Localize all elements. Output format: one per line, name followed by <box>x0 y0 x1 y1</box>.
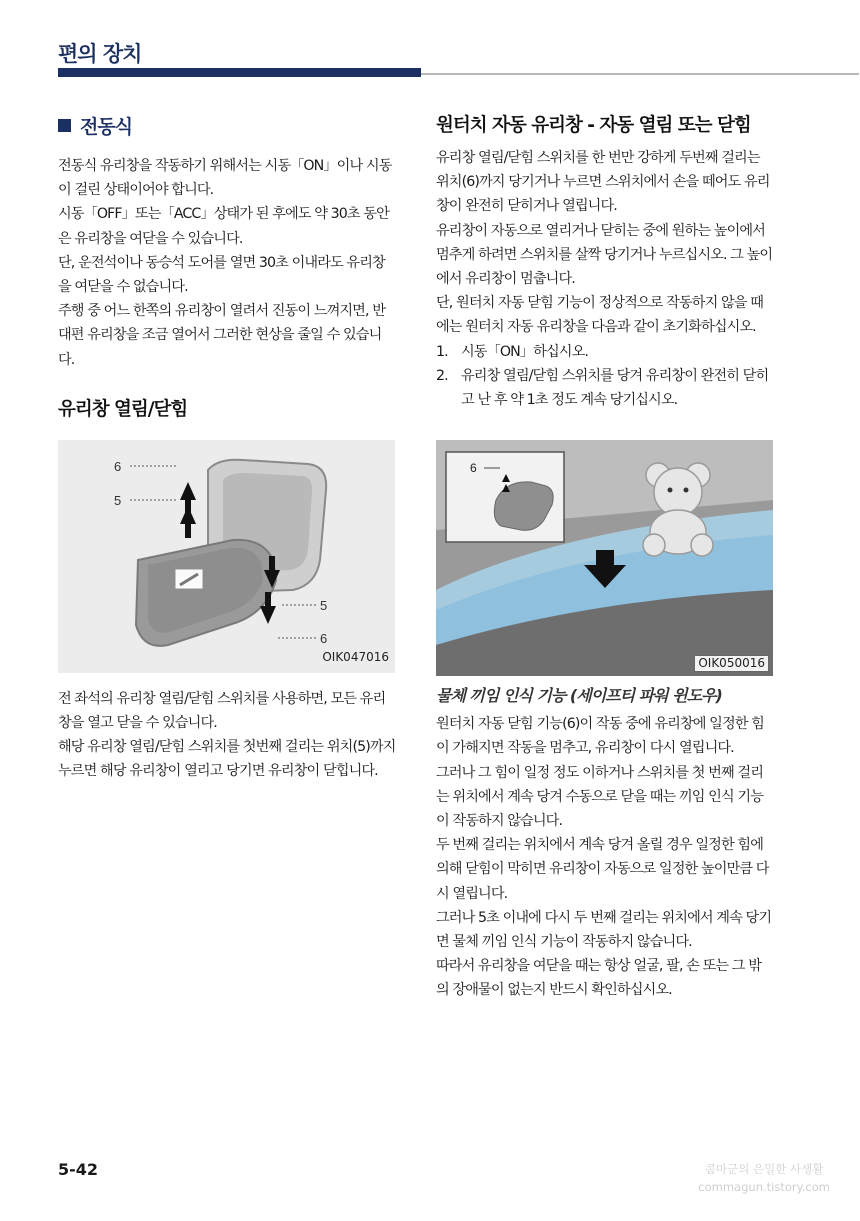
paragraph: 시동「OFF」또는「ACC」상태가 된 후에도 약 30초 동안은 유리창을 여닫을 수 있습니다. <box>58 206 389 247</box>
step-number: 1. <box>436 343 448 360</box>
subsection-title: 유리창 열림/닫힘 <box>58 398 188 420</box>
figure-code: OIK050016 <box>694 655 769 672</box>
subsection-title: 원터치 자동 유리창 - 자동 열림 또는 닫힘 <box>436 115 751 136</box>
paragraph: 유리창 열림/닫힘 스위치를 한 번만 강하게 두번째 걸리는 위치(6)까지 당기거나 누르면 스위치에서 손을 떼어도 유리창이 완전히 닫히거나 열립니다. <box>436 150 770 215</box>
figure-code: OIK047016 <box>322 649 389 664</box>
header-rule-dark <box>58 68 421 77</box>
header-rule-light <box>421 73 859 75</box>
paragraph: 유리창이 자동으로 열리거나 닫히는 중에 원하는 높이에서 멈추게 하려면 스위치를 살짝 당기거나 누르십시오. 그 높이에서 유리창이 멈춥니다. <box>436 222 773 288</box>
paragraph: 그러나 5초 이내에 다시 두 번째 걸리는 위치에서 계속 당기면 물체 끼임 인식 기능이 작동하지 않습니다. <box>436 909 772 951</box>
paragraph: 따라서 유리창을 여닫을 때는 항상 얼굴, 팔, 손 또는 그 밖의 장애물이 없는지 반드시 확인하십시오. <box>436 958 762 999</box>
watermark-line: 콤마군의 은밀한 사생활 <box>704 1162 824 1176</box>
step-number: 2. <box>436 367 448 384</box>
paragraph: 전동식 유리창을 작동하기 위해서는 시동「ON」이나 시동이 걸린 상태이어야 합니다. <box>58 158 392 199</box>
step-text: 유리창 열림/닫힘 스위치를 당겨 유리창이 완전히 닫히고 난 후 약 1초 정도 계속 당기십시오. <box>461 367 769 409</box>
paragraph: 전 좌석의 유리창 열림/닫힘 스위치를 사용하면, 모든 유리창을 열고 닫을 수 있습니다. <box>58 690 386 732</box>
steps-list <box>436 340 773 413</box>
paragraph: 주행 중 어느 한쪽의 유리창이 열려서 진동이 느껴지면, 반대편 유리창을 조금 열어서 그러한 현상을 줄일 수 있습니다. <box>58 303 386 368</box>
window-switch-figure <box>58 440 395 673</box>
list-item <box>436 340 773 364</box>
paragraph: 해당 유리창 열림/닫힘 스위치를 첫번째 걸리는 위치(5)까지 누르면 해당 유리창이 열리고 당기면 유리창이 닫힙니다. <box>58 739 396 780</box>
watermark-line: commagun.tistory.com <box>698 1180 830 1194</box>
figure-label: 6 <box>470 461 476 476</box>
section-title <box>58 112 396 142</box>
list-item <box>436 364 773 412</box>
section-title-text: 전동식 <box>80 116 133 138</box>
figure-label: 5 <box>114 492 121 508</box>
car-window-figure <box>436 440 773 676</box>
safety-title: 물체 끼임 인식 기능 (세이프티 파워 윈도우) <box>436 686 722 706</box>
figure-label: 5 <box>320 597 327 613</box>
car-window-illustration <box>436 440 773 676</box>
left-column <box>58 112 396 784</box>
page-number: 5-42 <box>58 1160 99 1179</box>
paragraph: 두 번째 걸리는 위치에서 계속 당겨 올릴 경우 일정한 힘에 의해 닫힘이 막히면 유리창이 자동으로 일정한 높이만큼 다시 열립니다. <box>436 837 769 902</box>
figure-label: 6 <box>114 458 121 474</box>
paragraph: 단, 원터치 자동 닫힘 기능이 정상적으로 작동하지 않을 때에는 원터치 자동 유리창을 다음과 같이 초기화하십시오. <box>436 295 764 336</box>
right-column <box>436 112 773 1003</box>
paragraph: 원터치 자동 닫힘 기능(6)이 작동 중에 유리창에 일정한 힘이 가해지면 작동을 멈추고, 유리창이 다시 열립니다. <box>436 716 764 757</box>
step-text: 시동「ON」하십시오. <box>461 343 588 360</box>
chapter-title: 편의 장치 <box>58 42 142 66</box>
paragraph: 그러나 그 힘이 일정 정도 이하거나 스위치를 첫 번째 걸리는 위치에서 계속 당겨 수동으로 닫을 때는 끼임 인식 기능이 작동하지 않습니다. <box>436 764 764 830</box>
window-switch-illustration <box>58 440 395 673</box>
paragraph: 단, 운전석이나 동승석 도어를 열면 30초 이내라도 유리창을 여닫을 수 없습니다. <box>58 254 385 296</box>
square-bullet-icon <box>58 119 71 132</box>
figure-label: 6 <box>320 630 327 646</box>
watermark <box>698 1160 830 1196</box>
